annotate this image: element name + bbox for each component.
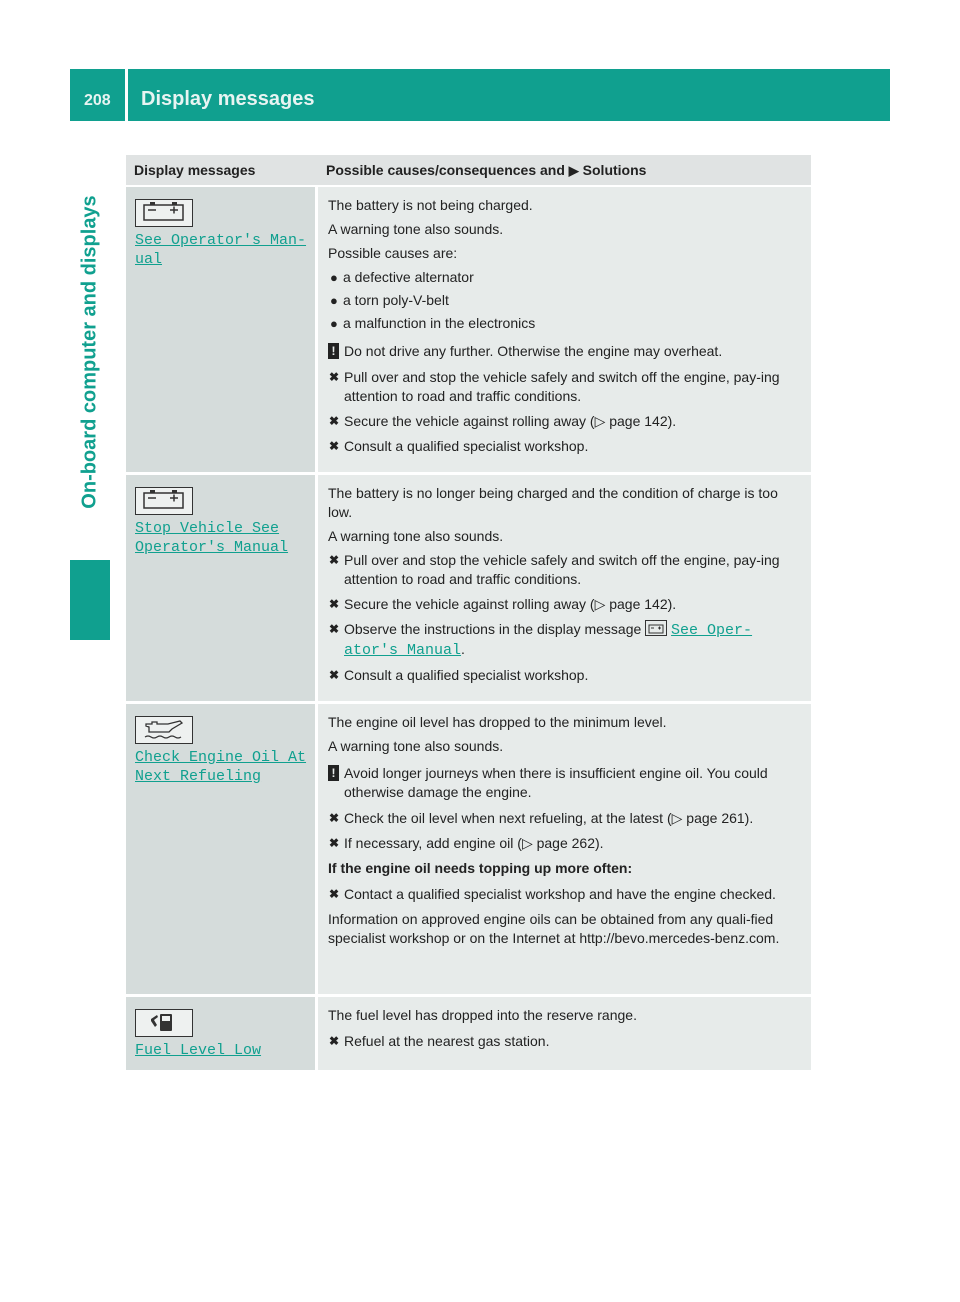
action-arrow-icon: ✖: [329, 836, 340, 850]
message-reference-link[interactable]: ator's Manual: [344, 642, 462, 659]
solution-arrow-icon: ▶: [568, 162, 579, 178]
action-text[interactable]: Secure the vehicle against rolling away (▷ page 142).: [344, 596, 677, 612]
message-cell: [126, 997, 318, 1073]
battery-icon: [135, 487, 193, 515]
battery-icon: [645, 620, 667, 636]
warning-note: [328, 342, 803, 361]
message-line: Operator's Manual: [135, 539, 289, 556]
action-text: Pull over and stop the vehicle safely and switch off the engine, pay-ing attention to road and traffic conditions.: [344, 552, 780, 587]
message-reference-link[interactable]: See Oper-: [671, 622, 753, 639]
action-arrow-icon: ✖: [329, 1034, 340, 1048]
header-divider: [125, 69, 128, 121]
warning-text: Avoid longer journeys when there is insufficient engine oil. You could otherwise damage the engine.: [344, 765, 768, 800]
cause-text: A warning tone also sounds.: [328, 528, 504, 544]
cause-text: The battery is no longer being charged and the condition of charge is too low.: [328, 485, 778, 520]
action-step: [328, 412, 803, 431]
message-cell: [126, 187, 318, 475]
action-text[interactable]: If necessary, add engine oil (▷ page 262).: [344, 835, 604, 851]
list-item: [328, 314, 803, 333]
message-text-link[interactable]: [135, 231, 307, 269]
table-row: [126, 475, 811, 704]
action-text: Pull over and stop the vehicle safely and switch off the engine, pay-ing attention to road and traffic conditions.: [344, 369, 780, 404]
action-arrow-icon: ✖: [329, 414, 340, 428]
action-arrow-icon: ✖: [329, 811, 340, 825]
action-step: [328, 437, 803, 456]
message-text-link[interactable]: [135, 748, 307, 786]
action-arrow-icon: ✖: [329, 597, 340, 611]
column-header-solutions-text: Solutions: [582, 161, 647, 178]
message-line: Fuel Level Low: [135, 1042, 262, 1059]
bullet-icon: ●: [330, 293, 338, 308]
warning-text: Do not drive any further. Otherwise the engine may overheat.: [344, 343, 723, 359]
cause-text: The fuel level has dropped into the reserve range.: [328, 1007, 637, 1023]
oil-can-icon: [135, 716, 193, 744]
action-arrow-icon: ✖: [329, 668, 340, 682]
message-line: Stop Vehicle See: [135, 520, 280, 537]
message-line: See Operator's Man-: [135, 232, 307, 249]
column-header-messages: Display messages: [126, 155, 318, 187]
action-step: [328, 666, 803, 685]
fuel-pump-icon: [135, 1009, 193, 1037]
message-line: Next Refueling: [135, 768, 262, 785]
action-arrow-icon: ✖: [329, 553, 340, 567]
solutions-cell: [318, 704, 811, 997]
warning-note: [328, 764, 803, 802]
action-step: [328, 809, 803, 828]
list-item: [328, 291, 803, 310]
cause-text: A warning tone also sounds.: [328, 221, 504, 237]
action-arrow-icon: ✖: [329, 622, 340, 636]
table-row: [126, 187, 811, 475]
info-text: Information on approved engine oils can be obtained from any quali-fied specialist workshop or on the Internet at http://bevo.mercedes-benz.com.: [328, 911, 780, 946]
action-step: [328, 551, 803, 589]
page-number: 208: [84, 92, 111, 109]
action-step: [328, 885, 803, 904]
solutions-cell: [318, 475, 811, 704]
action-step: [328, 595, 803, 614]
solutions-cell: [318, 997, 811, 1073]
bullet-icon: ●: [330, 270, 338, 285]
action-arrow-icon: ✖: [329, 439, 340, 453]
page-title: Display messages: [141, 88, 315, 110]
message-line: ual: [135, 251, 163, 268]
action-text: Consult a qualified specialist workshop.: [344, 667, 589, 683]
cause-text: The battery is not being charged.: [328, 197, 533, 213]
message-text-link[interactable]: [135, 519, 307, 557]
warning-icon: !: [328, 765, 339, 781]
punctuation: .: [461, 641, 465, 657]
column-header-causes-text: Possible causes/consequences and: [326, 161, 565, 178]
action-text[interactable]: Check the oil level when next refueling, at the latest (▷ page 261).: [344, 810, 754, 826]
action-text: Observe the instructions in the display message: [344, 621, 642, 637]
list-item-text: a malfunction in the electronics: [343, 315, 536, 331]
display-messages-table: [126, 155, 811, 1073]
cause-text: The engine oil level has dropped to the minimum level.: [328, 714, 667, 730]
message-text-link[interactable]: [135, 1041, 307, 1060]
bullet-icon: ●: [330, 316, 338, 331]
action-step: [328, 1032, 803, 1051]
action-step: [328, 368, 803, 406]
table-row: [126, 997, 811, 1073]
action-step: [328, 834, 803, 853]
table-row: [126, 704, 811, 997]
action-text[interactable]: Secure the vehicle against rolling away (▷ page 142).: [344, 413, 677, 429]
side-tab-marker: [70, 560, 110, 640]
list-item-text: a torn poly-V-belt: [343, 292, 449, 308]
solutions-cell: [318, 187, 811, 475]
action-text: Consult a qualified specialist workshop.: [344, 438, 589, 454]
message-cell: [126, 704, 318, 997]
list-item: [328, 268, 803, 287]
action-text: Contact a qualified specialist workshop and have the engine checked.: [344, 886, 776, 902]
column-header-causes: [318, 155, 811, 187]
message-line: Check Engine Oil At: [135, 749, 307, 766]
battery-icon: [135, 199, 193, 227]
cause-text: Possible causes are:: [328, 245, 458, 261]
warning-icon: !: [328, 343, 339, 359]
side-tab-label: On-board computer and displays: [78, 195, 101, 509]
action-arrow-icon: ✖: [329, 887, 340, 901]
table-header-row: [126, 155, 811, 187]
subheading: If the engine oil needs topping up more often:: [328, 860, 633, 876]
message-cell: [126, 475, 318, 704]
cause-text: A warning tone also sounds.: [328, 738, 504, 754]
action-step: [328, 620, 803, 660]
list-item-text: a defective alternator: [343, 269, 474, 285]
action-arrow-icon: ✖: [329, 370, 340, 384]
action-text: Refuel at the nearest gas station.: [344, 1033, 550, 1049]
